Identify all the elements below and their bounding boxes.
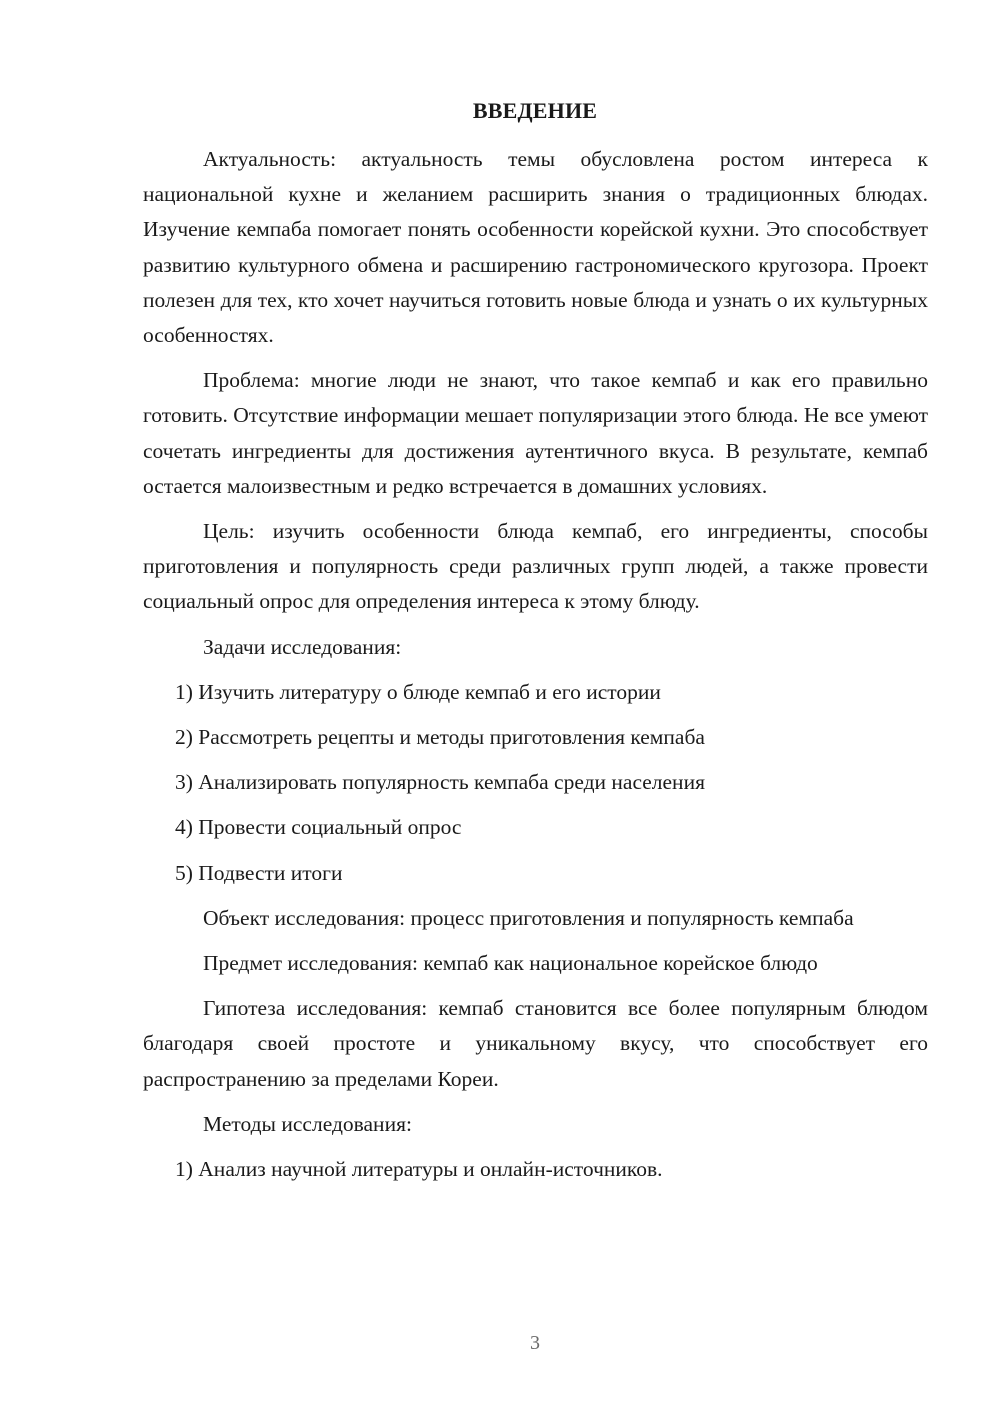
object-paragraph: Объект исследования: процесс приготовления и популярность кемпаба <box>203 905 854 930</box>
hypothesis-paragraph: Гипотеза исследования: кемпаб становится все более популярным блюдом благодаря своей простоте и уникальному вкусу, что способствует его распространению за пределами Кореи. <box>143 996 928 1091</box>
task-item: 4) Провести социальный опрос <box>175 815 462 840</box>
page-title: ВВЕДЕНИЕ <box>472 98 598 123</box>
goal-paragraph: Цель: изучить особенности блюда кемпаб, его ингредиенты, способы приготовления и популярность среди различных групп людей, а также провести социальный опрос для определения интереса к этому блюду. <box>143 519 928 614</box>
method-item: 1) Анализ научной литературы и онлайн-источников. <box>175 1157 663 1182</box>
relevance-paragraph: Актуальность: актуальность темы обусловлена ростом интереса к национальной кухне и желанием расширить знания о традиционных блюдах. Изучение кемпаба помогает понять особенности корейской кухни. Это способствует развитию культурного обмена и расширению гастрономического кругозора. Проект полезен для тех, кто хочет научиться готовить новые блюда и узнать о их культурных особенностях. <box>143 147 928 348</box>
subject-paragraph: Предмет исследования: кемпаб как национальное корейское блюдо <box>203 951 818 976</box>
task-item: 2) Рассмотреть рецепты и методы приготовления кемпаба <box>175 725 705 750</box>
task-item: 3) Анализировать популярность кемпаба среди населения <box>175 770 705 795</box>
problem-paragraph: Проблема: многие люди не знают, что такое кемпаб и как его правильно готовить. Отсутствие информации мешает популяризации этого блюда. Не все умеют сочетать ингредиенты для достижения аутентичного вкуса. В результате, кемпаб остается малоизвестным и редко встречается в домашних условиях. <box>143 368 928 498</box>
task-item: 5) Подвести итоги <box>175 860 343 885</box>
document-body <box>143 142 928 1197</box>
task-item: 1) Изучить литературу о блюде кемпаб и его истории <box>175 679 661 704</box>
tasks-heading: Задачи исследования: <box>203 634 402 659</box>
page-number: 3 <box>530 1332 540 1354</box>
methods-heading: Методы исследования: <box>203 1111 412 1136</box>
